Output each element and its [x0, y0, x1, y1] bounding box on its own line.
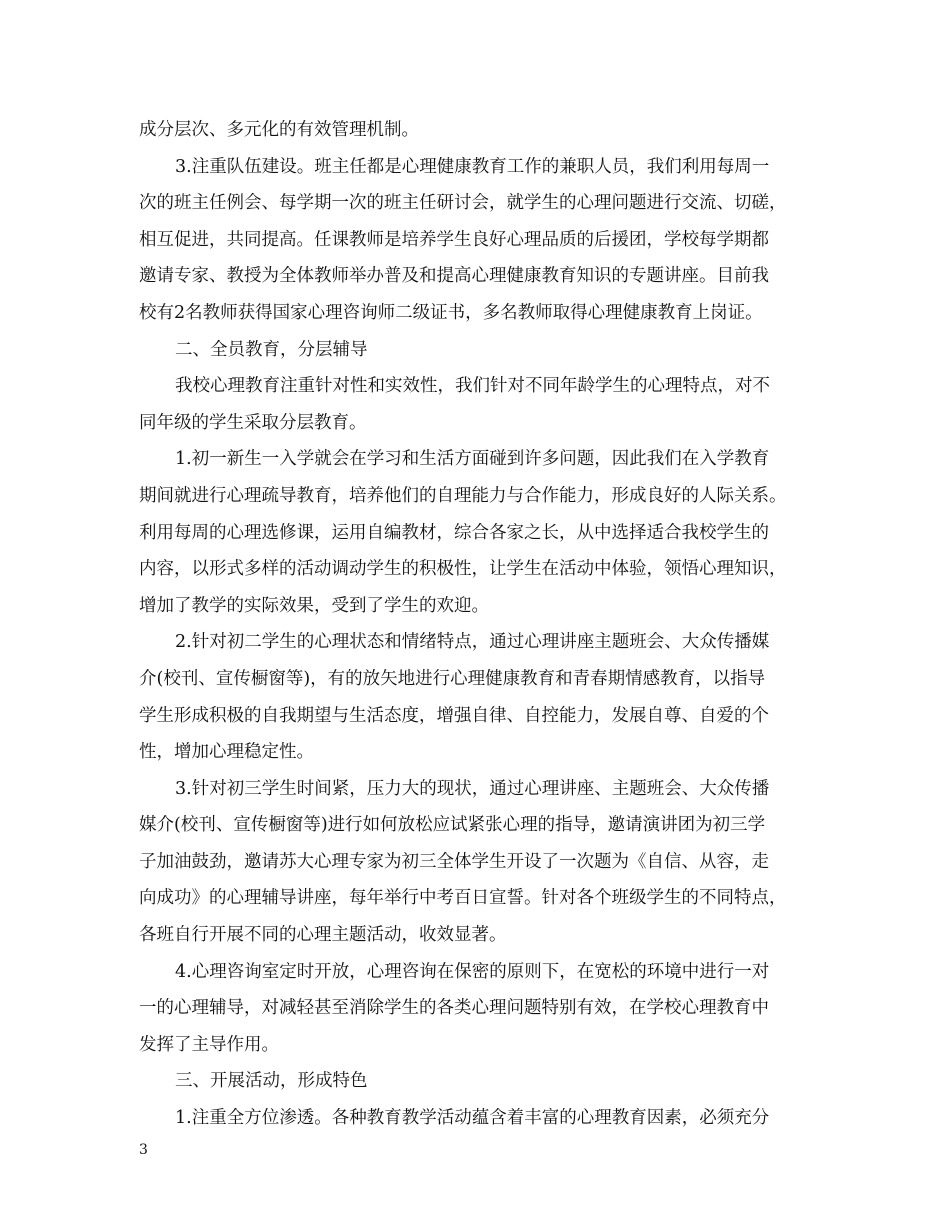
text-line: 校有2名教师获得国家心理咨询师二级证书，多名教师取得心理健康教育上岗证。 [139, 302, 763, 323]
text-line: 我校心理教育注重针对性和实效性，我们针对不同年龄学生的心理特点，对不 [175, 376, 770, 397]
text-line: 一的心理辅导，对减轻甚至消除学生的各类心理问题特别有效，在学校心理教育中 [139, 998, 769, 1019]
text-line: 性，增加心理稳定性。 [139, 742, 314, 763]
text-line: 4.心理咨询室定时开放，心理咨询在保密的原则下，在宽松的环境中进行一对 [175, 961, 770, 982]
text-line: 3.注重队伍建设。班主任都是心理健康教育工作的兼职人员，我们利用每周一 [175, 156, 770, 177]
text-line: 1.注重全方位渗透。各种教育教学活动蕴含着丰富的心理教育因素，必须充分 [175, 1108, 770, 1129]
text-line: 发挥了主导作用。 [139, 1034, 279, 1055]
text-line: 学生形成积极的自我期望与生活态度，增强自律、自控能力，发展自尊、自爱的个 [139, 705, 769, 726]
text-line: 内容，以形式多样的活动调动学生的积极性，让学生在活动中体验，领悟心理知识， [139, 559, 787, 580]
text-line: 3.针对初三学生时间紧，压力大的现状，通过心理讲座、主题班会、大众传播 [175, 778, 770, 799]
text-line: 2.针对初二学生的心理状态和情绪特点，通过心理讲座主题班会、大众传播媒 [175, 632, 770, 653]
text-line: 相互促进，共同提高。任课教师是培养学生良好心理品质的后援团，学校每学期都 [139, 229, 769, 250]
text-line: 成分层次、多元化的有效管理机制。 [139, 120, 419, 140]
page-number: 3 [139, 1142, 148, 1158]
section-heading: 三、开展活动，形成特色 [175, 1071, 368, 1092]
text-line: 增加了教学的实际效果，受到了学生的欢迎。 [139, 595, 489, 616]
text-line: 同年级的学生采取分层教育。 [139, 412, 367, 433]
text-line: 1.初一新生一入学就会在学习和生活方面碰到许多问题，因此我们在入学教育 [175, 449, 770, 470]
text-line: 利用每周的心理选修课，运用自编教材，综合各家之长，从中选择适合我校学生的 [139, 522, 769, 543]
text-line: 媒介(校刊、宣传橱窗等)进行如何放松应试紧张心理的指导，邀请演讲团为初三学 [139, 815, 766, 836]
text-line: 次的班主任例会、每学期一次的班主任研讨会，就学生的心理问题进行交流、切磋， [139, 193, 787, 214]
text-line: 子加油鼓劲，邀请苏大心理专家为初三全体学生开设了一次题为《自信、从容，走 [139, 851, 769, 872]
text-line: 邀请专家、教授为全体教师举办普及和提高心理健康教育知识的专题讲座。目前我 [139, 266, 769, 287]
text-line: 期间就进行心理疏导教育，培养他们的自理能力与合作能力，形成良好的人际关系。 [139, 485, 787, 506]
text-line: 向成功》的心理辅导讲座，每年举行中考百日宣誓。针对各个班级学生的不同特点， [139, 888, 787, 909]
text-line: 介(校刊、宣传橱窗等)，有的放矢地进行心理健康教育和青春期情感教育，以指导 [139, 668, 766, 689]
text-line: 各班自行开展不同的心理主题活动，收效显著。 [139, 925, 507, 946]
section-heading: 二、全员教育，分层辅导 [175, 339, 368, 360]
document-body [139, 112, 811, 1137]
